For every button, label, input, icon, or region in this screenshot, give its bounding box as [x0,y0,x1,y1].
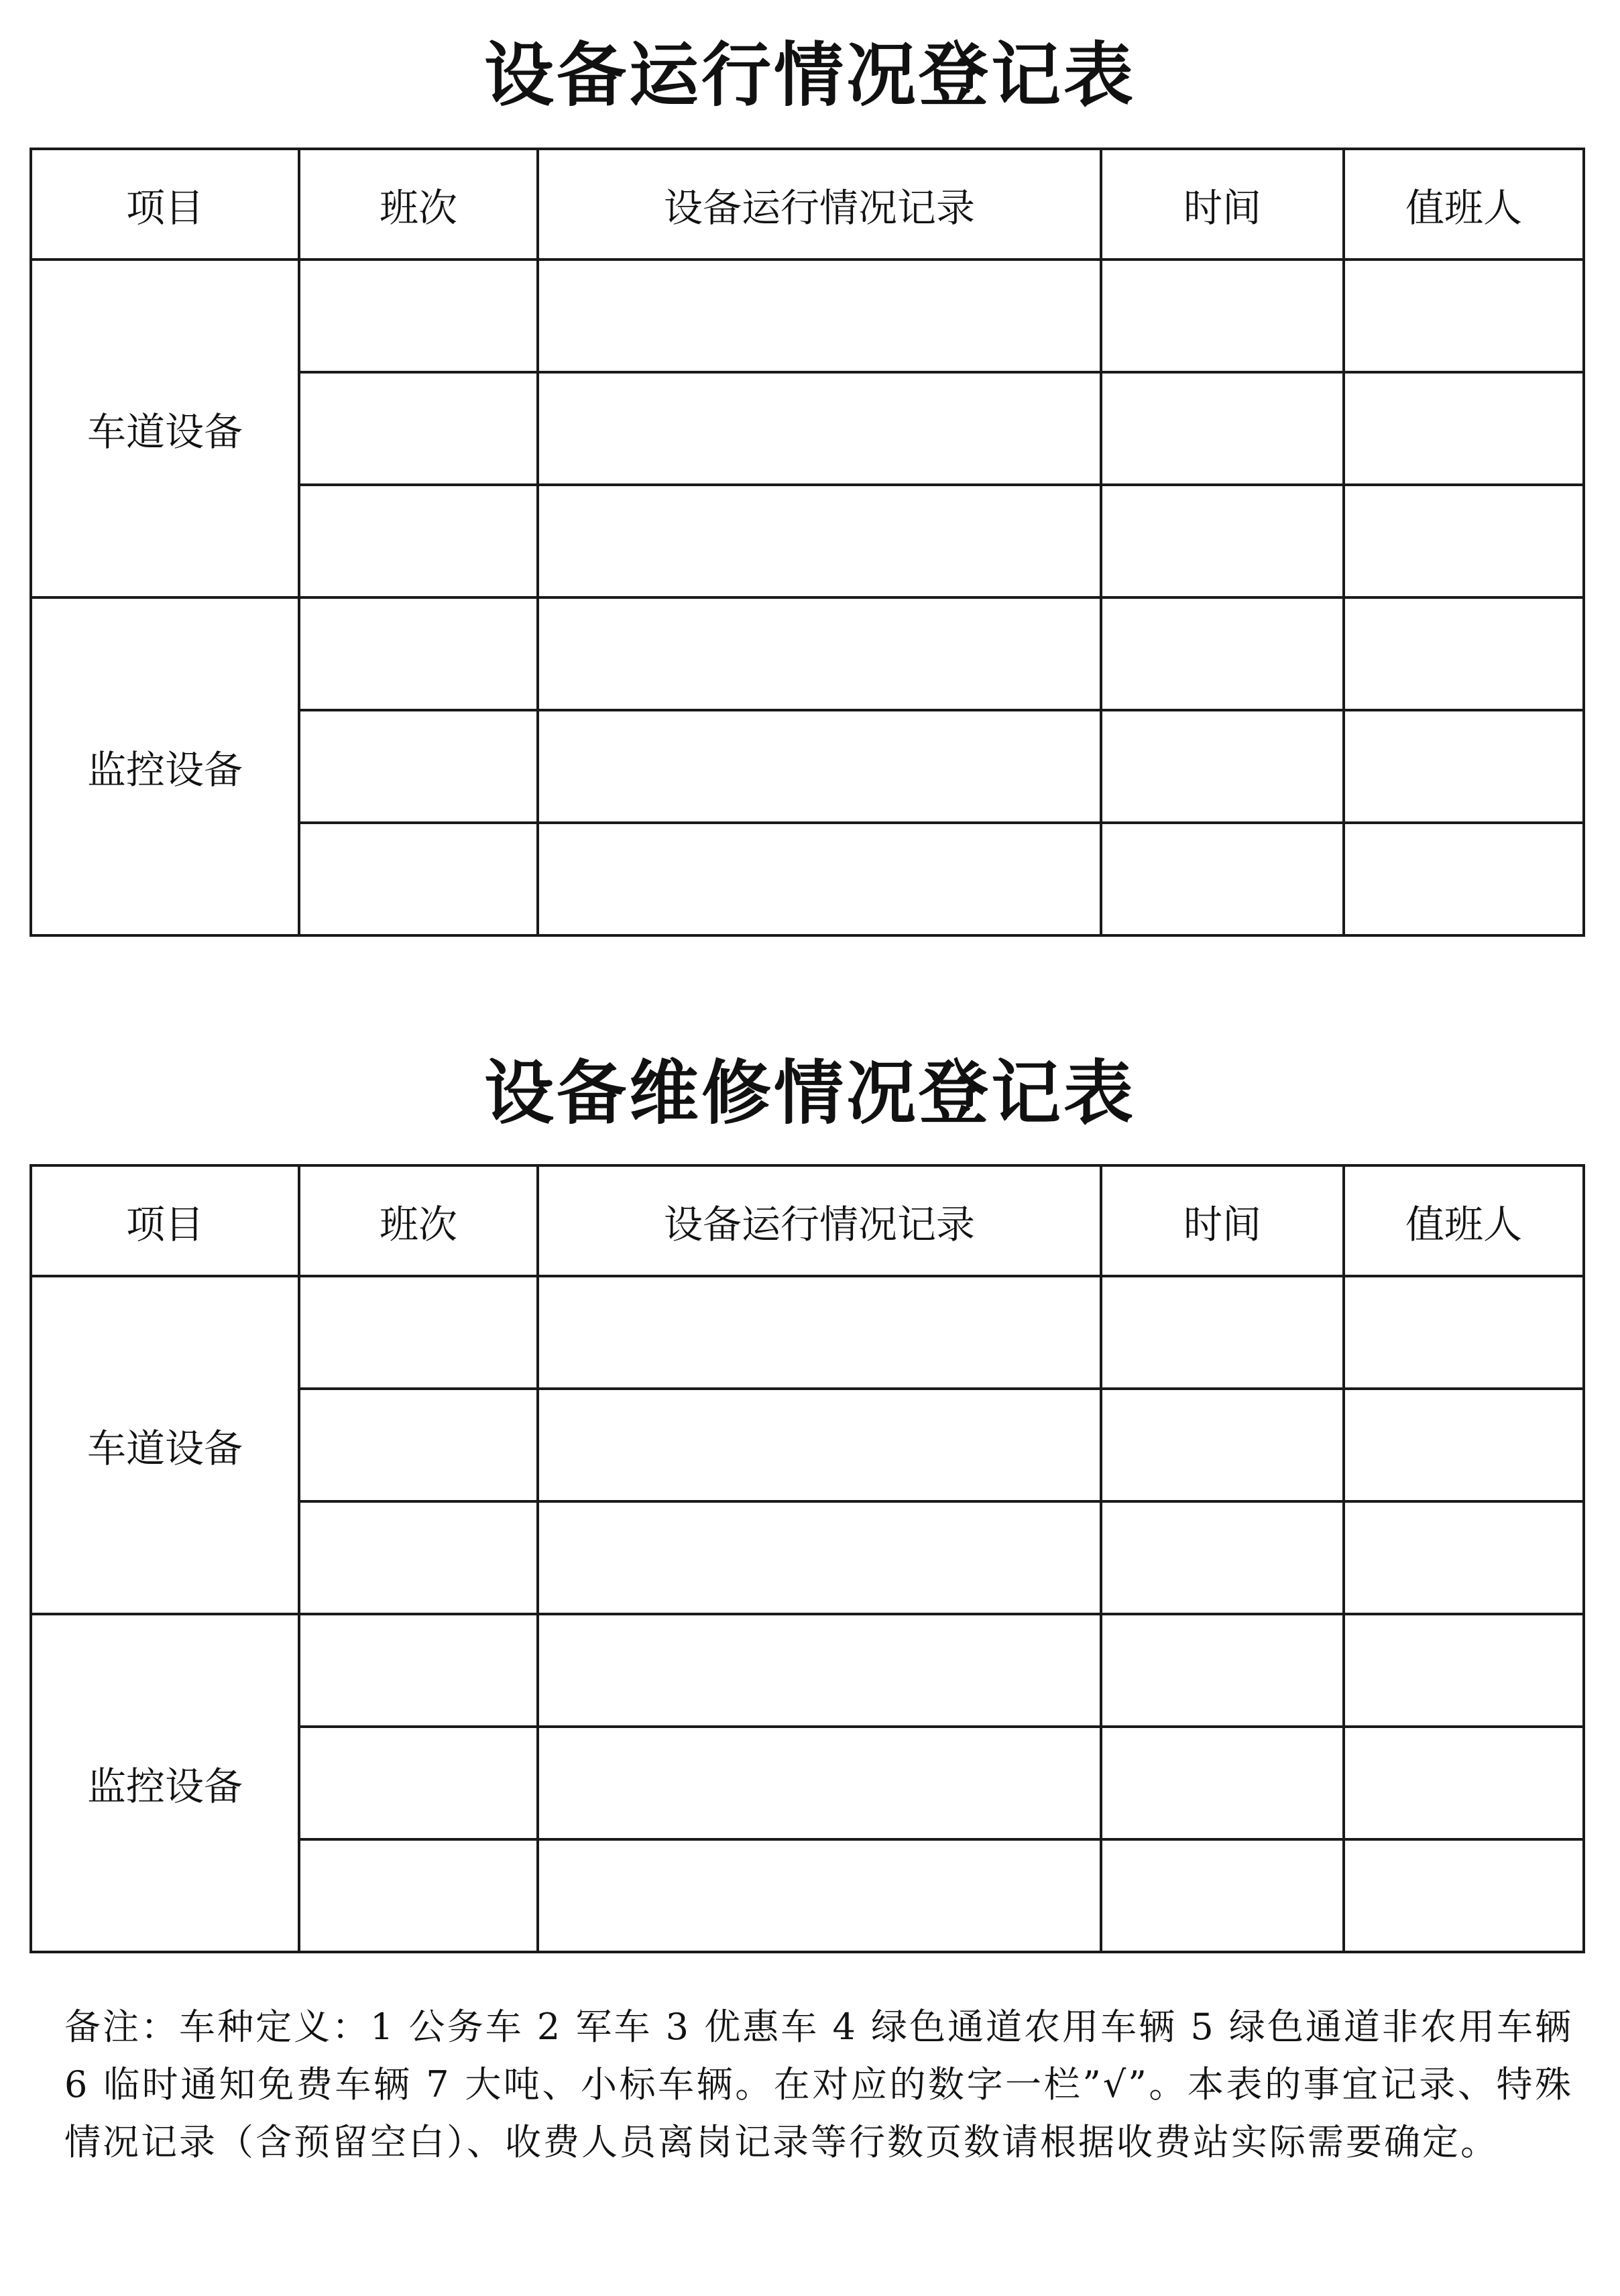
shift-cell[interactable] [299,710,538,823]
duty-cell[interactable] [1344,823,1584,935]
record-cell[interactable] [538,260,1101,372]
record-cell[interactable] [538,1389,1101,1501]
table-header-row [31,1165,1584,1276]
header-time: 时间 [1101,149,1344,260]
record-cell[interactable] [538,1276,1101,1389]
header-record: 设备运行情况记录 [538,149,1101,260]
table-row [31,1276,1584,1389]
record-cell[interactable] [538,597,1101,710]
shift-cell[interactable] [299,485,538,597]
shift-cell[interactable] [299,1501,538,1614]
shift-cell[interactable] [299,1727,538,1839]
header-shift: 班次 [299,1165,538,1276]
duty-cell[interactable] [1344,1501,1584,1614]
time-cell[interactable] [1101,1276,1344,1389]
time-cell[interactable] [1101,260,1344,372]
time-cell[interactable] [1101,1501,1344,1614]
duty-cell[interactable] [1344,1276,1584,1389]
shift-cell[interactable] [299,1839,538,1952]
time-cell[interactable] [1101,710,1344,823]
shift-cell[interactable] [299,823,538,935]
form-title-operation: 设备运行情况登记表 [483,34,1136,116]
table-row [31,597,1584,710]
header-shift: 班次 [299,149,538,260]
header-duty: 值班人 [1344,1165,1584,1276]
duty-cell[interactable] [1344,710,1584,823]
shift-cell[interactable] [299,597,538,710]
duty-cell[interactable] [1344,1389,1584,1501]
duty-cell[interactable] [1344,1839,1584,1952]
duty-cell[interactable] [1344,372,1584,485]
record-cell[interactable] [538,1614,1101,1727]
table-header-row [31,149,1584,260]
header-item: 项目 [31,1165,299,1276]
record-cell[interactable] [538,372,1101,485]
shift-cell[interactable] [299,1389,538,1501]
time-cell[interactable] [1101,597,1344,710]
duty-cell[interactable] [1344,260,1584,372]
time-cell[interactable] [1101,1389,1344,1501]
time-cell[interactable] [1101,1727,1344,1839]
group-label-lane-equipment: 车道设备 [31,260,299,597]
duty-cell[interactable] [1344,1727,1584,1839]
time-cell[interactable] [1101,1614,1344,1727]
maintenance-log-table [30,1164,1585,1953]
record-cell[interactable] [538,1839,1101,1952]
group-label-lane-equipment: 车道设备 [31,1276,299,1614]
form-title-maintenance: 设备维修情况登记表 [483,1052,1136,1134]
record-cell[interactable] [538,1501,1101,1614]
time-cell[interactable] [1101,372,1344,485]
table-row [31,260,1584,372]
header-time: 时间 [1101,1165,1344,1276]
shift-cell[interactable] [299,372,538,485]
time-cell[interactable] [1101,823,1344,935]
table-row [31,1614,1584,1727]
record-cell[interactable] [538,823,1101,935]
remarks-note: 备注：车种定义：1 公务车 2 军车 3 优惠车 4 绿色通道农用车辆 5 绿色通道非农用车辆 6 临时通知免费车辆 7 大吨、小标车辆。在对应的数字一栏”√”。本表的事宜记录、特殊情况记录（含预留空白）、收费人员离岗记录等行数页数请根据收费站实际需要确定。 [64,2006,1573,2163]
record-cell[interactable] [538,1727,1101,1839]
header-item: 项目 [31,149,299,260]
record-cell[interactable] [538,485,1101,597]
operation-log-table [30,148,1585,937]
duty-cell[interactable] [1344,597,1584,710]
header-duty: 值班人 [1344,149,1584,260]
duty-cell[interactable] [1344,485,1584,597]
shift-cell[interactable] [299,1614,538,1727]
shift-cell[interactable] [299,1276,538,1389]
duty-cell[interactable] [1344,1614,1584,1727]
group-label-monitoring-equipment: 监控设备 [31,597,299,935]
group-label-monitoring-equipment: 监控设备 [31,1614,299,1952]
header-record: 设备运行情况记录 [538,1165,1101,1276]
shift-cell[interactable] [299,260,538,372]
time-cell[interactable] [1101,1839,1344,1952]
record-cell[interactable] [538,710,1101,823]
time-cell[interactable] [1101,485,1344,597]
